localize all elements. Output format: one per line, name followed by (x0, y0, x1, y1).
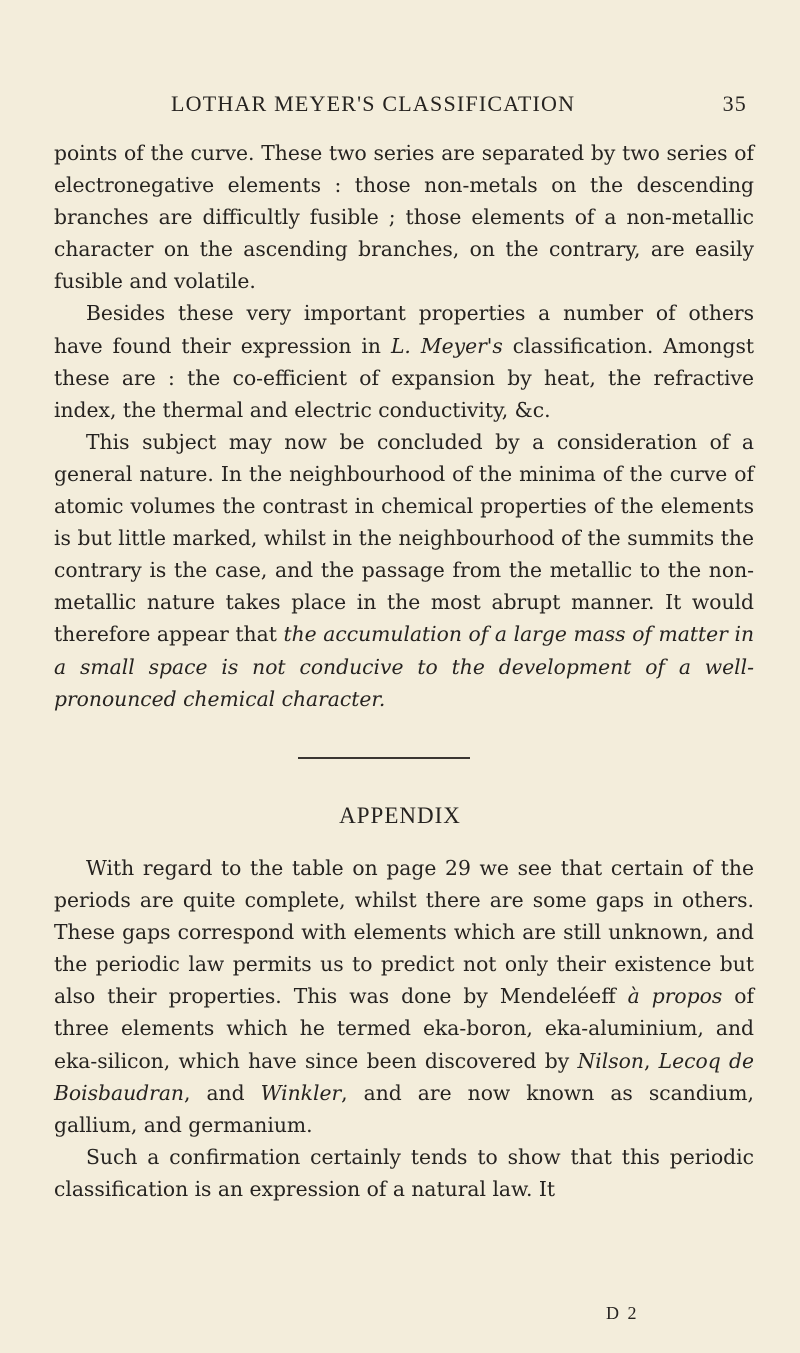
paragraph-confirmation: Such a confirmation certainly tends to show that this periodic classification is an expression of a natural law. It (54, 1144, 754, 1201)
section-divider (298, 757, 470, 759)
appendix-body (54, 852, 754, 1205)
text-segment: With regard to the table on page 29 we see that certain of the periods are quite complete, whilst there are some gaps in others. These gaps correspond with elements which are still unknown, and the periodic law permits us to predict not only their existence but also their properties. This was done by Mendeléeff (54, 856, 754, 1009)
paragraph-conclusion (54, 426, 754, 715)
italic-nilson: Nilson (577, 1048, 644, 1073)
header-title: LOTHAR MEYER'S CLASSIFICATION (171, 91, 576, 116)
text-segment: , (643, 1048, 659, 1073)
italic-conclusion: the accumulation of a large mass of matter in a small space is not conducive to the development of a well-pronounced chemical character. (54, 622, 755, 711)
running-header (147, 91, 747, 117)
text-segment: Besides these very important properties a number of others have found their expression in (54, 301, 754, 358)
italic-winkler: Winkler (260, 1080, 342, 1105)
text-segment: of three elements which he termed eka-boron, eka-aluminium, and eka-silicon, which have since been discovered by (54, 984, 754, 1073)
paragraph-periodic-gaps (54, 852, 754, 1141)
page-number: 35 (722, 91, 747, 116)
text-segment: This subject may now be concluded by a consideration of a general nature. In the neighbourhood of the minima of the curve of atomic volumes the contrast in chemical properties of the elements is but little marked, whilst in the neighbourhood of the summits the contrary is the case, and the passage from the metallic to the non-metallic nature takes place in the most abrupt manner. It would therefore appear that (54, 429, 754, 647)
text-segment: , and are now known as scandium, gallium, and germanium. (54, 1080, 754, 1137)
italic-lecoq: Lecoq de Boisbaudran (54, 1048, 754, 1105)
paragraph-curve-points: points of the curve. These two series are separated by two series of electronegative elements : those non-metals on the descending branches are difficultly fusible ; those elements of a non-metallic character on the ascending branches, on the contrary, are easily fusible and volatile. (54, 141, 754, 294)
section-body (54, 137, 754, 715)
signature-mark: D 2 (606, 1303, 639, 1323)
italic-apropos: à propos (627, 984, 723, 1009)
appendix-heading: APPENDIX (339, 803, 461, 828)
paragraph-properties (54, 297, 754, 425)
text-segment: classification. Amongst these are : the co-efficient of expansion by heat, the refractive index, the thermal and electric conductivity, &c. (54, 333, 754, 422)
text-segment: , and (183, 1080, 261, 1105)
italic-name: L. Meyer's (390, 333, 503, 358)
